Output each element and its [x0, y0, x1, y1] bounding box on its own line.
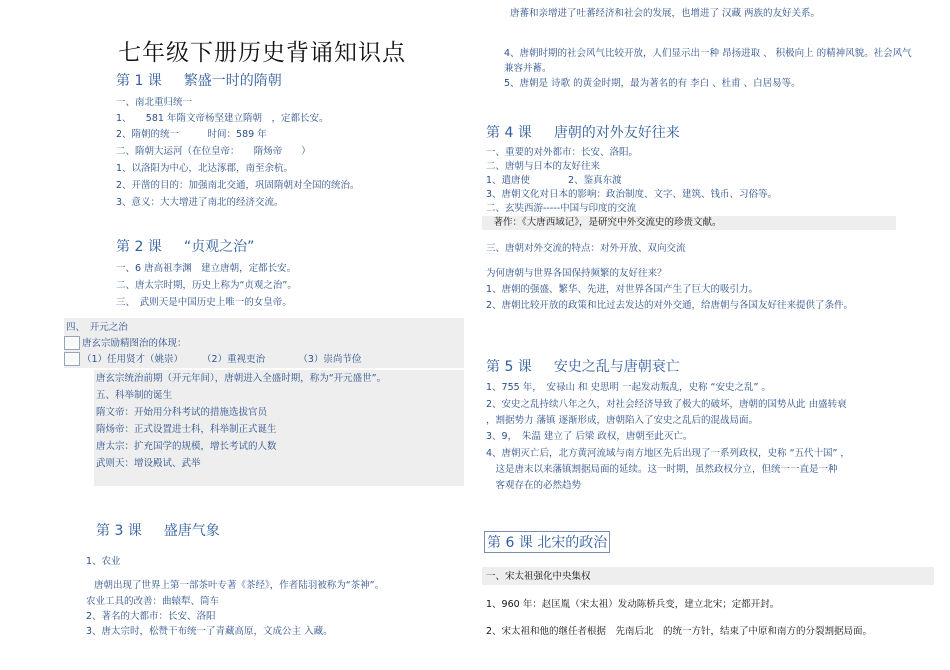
right-top-line-3: 兼容并蓄。 [504, 63, 552, 74]
lesson-4-line-2: 二、唐朝与日本的友好往来 [486, 161, 601, 172]
right-top-line-4: 5、唐朝是 诗歌 的黄金时期，最为著名的有 李白 、杜甫 、白居易等。 [504, 78, 801, 89]
lesson-6-line-2: 1、960 年：赵匡胤（宋太祖）发动陈桥兵变，建立北宋；定都开封。 [486, 599, 780, 610]
lesson-1-line-5: 1、以洛阳为中心，北达涿郡，南至余杭。 [116, 163, 294, 174]
lesson-number: 第 2 课 [116, 239, 162, 255]
lesson-5-line-5: 4、唐朝灭亡后，北方黄河流域与南方地区先后出现了一系列政权，史称 “五代十国” ， [486, 448, 850, 459]
lesson-number: 第 3 课 [96, 523, 142, 539]
lesson-name: 安史之乱与唐朝衰亡 [553, 359, 680, 375]
right-top-line-1: 唐蕃和亲增进了吐蕃经济和社会的发展，也增进了 汉藏 两族的友好关系。 [510, 8, 821, 19]
lesson-4-line-10: 2、唐朝比较开放的政策和比过去发达的对外交通，给唐朝与各国友好往来提供了条件。 [486, 300, 854, 311]
lesson-5-line-2: 2、安史之乱持续八年之久，对社会经济导致了极大的破坏，唐朝的国势从此 由盛转衰 [486, 399, 847, 410]
lesson-2-line-b4: 隋炀帝：正式设置进士科，科举制正式诞生 [96, 424, 277, 435]
right-top-line-2: 4、唐朝时期的社会风气比较开放，人们显示出一种 昂扬进取 、 积极向上 的精神风貌。社会风气 [504, 48, 912, 59]
lesson-3-line-5: 3、唐太宗时，松赞干布统一了青藏高原，文成公主 入藏。 [86, 626, 333, 637]
lesson-number: 第 4 课 [486, 125, 532, 141]
lesson-number: 第 5 课 [486, 359, 532, 375]
lesson-5-heading [486, 356, 680, 376]
lesson-name: 唐朝的对外友好往来 [553, 125, 680, 141]
lesson-2-line-b2: 五、科举制的诞生 [96, 390, 173, 401]
lesson-1-line-4: 二、隋朝大运河（在位皇帝： 隋炀帝 ） [116, 146, 311, 157]
lesson-4-line-5: 二、玄奘西游-----中国与印度的交流 [486, 203, 637, 214]
lesson-number: 第 1 课 [116, 73, 162, 89]
lesson-4-line-7: 三、唐朝对外交流的特点：对外开放、双向交流 [486, 243, 686, 254]
section-4-line: 唐玄宗励精图治的体现： [82, 338, 187, 349]
lesson-number: 第 6 课 [487, 535, 533, 551]
lesson-5-line-4: 3、9， 朱温 建立了 后梁 政权，唐朝至此灭亡。 [486, 431, 693, 442]
section-4-heading: 四、 开元之治 [66, 322, 128, 333]
lesson-6-line-3: 2、宋太祖和他的继任者根据 先南后北 的统一方针，结束了中原和南方的分裂割据局面。 [486, 626, 873, 637]
lesson-5-line-3: ，割据势力 藩镇 逐渐形成，唐朝陷入了安史之乱后的混战局面。 [486, 415, 759, 426]
section-4-items: （1）任用贤才（姚崇） （2）重视吏治 （3）崇尚节俭 [82, 354, 362, 365]
lesson-2-line-1: 一、6 唐高祖李渊 建立唐朝，定都长安。 [116, 263, 297, 274]
lesson-4-line-1: 一、重要的对外都市：长安、洛阳。 [486, 147, 639, 158]
lesson-name: 北宋的政治 [537, 535, 608, 551]
lesson-2-line-b6: 武则天：增设殿试、武举 [96, 458, 201, 469]
lesson-2-line-3: 三、 武则天是中国历史上唯一的女皇帝。 [116, 297, 292, 308]
lesson-6-line-1: 一、宋太祖强化中央集权 [486, 571, 591, 582]
lesson-1-heading [116, 70, 282, 90]
checkbox-marker [64, 336, 80, 350]
lesson-2-heading [116, 236, 254, 256]
lesson-4-line-6: 著作：《大唐西域记》，是研究中外交流史的珍贵文献。 [482, 216, 896, 230]
lesson-name: 盛唐气象 [163, 523, 220, 539]
lesson-name: 繁盛一时的隋朝 [183, 73, 282, 89]
lesson-6-heading [484, 531, 610, 553]
lesson-2-line-2: 二、唐太宗时期，历史上称为“贞观之治”。 [116, 280, 297, 291]
lesson-2-line-b3: 隋文帝：开始用分科考试的措施选拔官员 [96, 407, 268, 418]
lesson-3-line-4: 2、著名的大都市：长安、洛阳 [86, 611, 216, 622]
lesson-2-line-b1: 唐玄宗统治前期（开元年间），唐朝进入全盛时期，称为“开元盛世”。 [96, 373, 387, 384]
lesson-3-line-3: 农业工具的改善：曲辕犁、筒车 [86, 596, 220, 607]
lesson-3-heading [96, 520, 220, 540]
lesson-1-line-7: 3、意义：大大增进了南北的经济交流。 [116, 197, 284, 208]
lesson-4-line-9: 1、唐朝的强盛、繁华、先进，对世界各国产生了巨大的吸引力。 [486, 284, 759, 295]
lesson-1-line-1: 一、南北重归统一 [116, 97, 193, 108]
lesson-5-line-7: 客观存在的必然趋势 [486, 480, 582, 491]
lesson-4-line-4: 3、唐朝文化对日本的影响：政治制度、文字、建筑、钱币、习俗等。 [486, 189, 778, 200]
lesson-1-line-3: 2、隋朝的统一 时间：589 年 [116, 129, 267, 140]
lesson-4-heading [486, 122, 680, 142]
page-title: 七年级下册历史背诵知识点 [118, 40, 406, 66]
lesson-name: “贞观之治” [183, 239, 255, 255]
lesson-3-line-1: 1、农业 [86, 556, 121, 567]
lesson-1-line-2: 1、 581 年隋文帝杨坚建立隋朝 ，定都长安。 [116, 113, 329, 124]
checkbox-marker [64, 352, 80, 366]
lesson-1-line-6: 2、开凿的目的：加强南北交通，巩固隋朝对全国的统治。 [116, 180, 360, 191]
lesson-4-line-3: 1、遣唐使 2、鉴真东渡 [486, 175, 622, 186]
lesson-5-line-1: 1、755 年， 安禄山 和 史思明 一起发动叛乱，史称 “安史之乱” 。 [486, 382, 771, 393]
lesson-2-line-b5: 唐太宗：扩充国学的规模，增长考试的人数 [96, 441, 277, 452]
lesson-3-line-2: 唐朝出现了世界上第一部茶叶专著《茶经》，作者陆羽被称为“茶神”。 [94, 580, 385, 591]
lesson-4-line-8: 为何唐朝与世界各国保持频繁的友好往来？ [486, 268, 667, 279]
lesson-5-line-6: 这是唐末以来藩镇割据局面的延续。这一时期，虽然政权分立，但统一一直是一种 [486, 464, 838, 475]
